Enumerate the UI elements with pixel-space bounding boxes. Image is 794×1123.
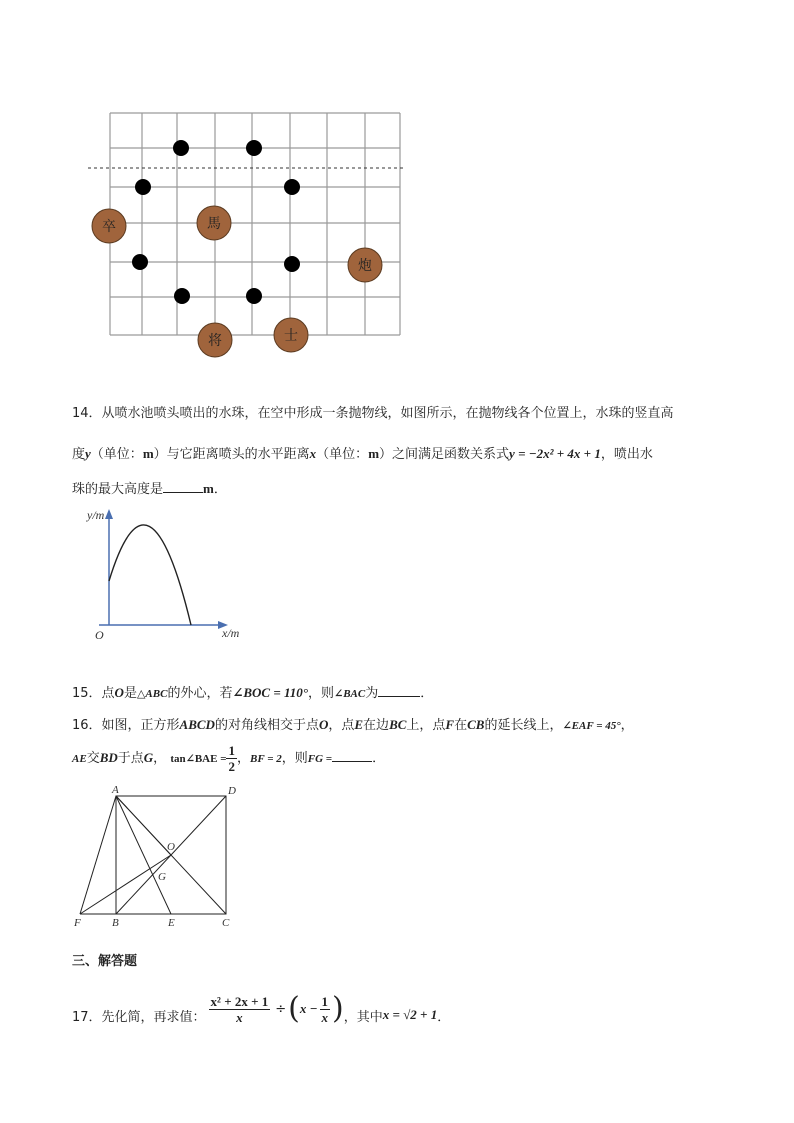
- stone: [135, 179, 151, 195]
- q16-line2: AE交BD于点G， tan∠BAE = $\frac{1}{2}$ ，BF = 2，则FG = ．: [72, 743, 386, 774]
- origin-label: O: [95, 628, 104, 642]
- piece-ma-label: 馬: [207, 216, 221, 232]
- piece-zu-label: 卒: [102, 219, 116, 235]
- section-title: 三、解答题: [72, 954, 138, 969]
- chess-board-figure: [80, 105, 420, 365]
- q15-line: 15．点O是△ABC的外心，若∠BOC = 110°，则∠BAC为 ．: [72, 685, 434, 701]
- answer-blank: [163, 480, 203, 493]
- label-B: B: [112, 917, 119, 929]
- q16-line1: 16．如图，正方形ABCD的对角线相交于点O，点E在边BC上，点F在CB的延长线上，∠EAF = 45°，: [72, 717, 634, 733]
- answer-blank: [332, 749, 372, 762]
- stone: [173, 140, 189, 156]
- label-G: G: [158, 871, 166, 883]
- stone: [246, 288, 262, 304]
- stone: [174, 288, 190, 304]
- parabola-graph: [85, 505, 255, 645]
- label-E: E: [168, 917, 175, 929]
- stone: [132, 254, 148, 270]
- stone: [246, 140, 262, 156]
- square-figure: [70, 784, 245, 929]
- label-C: C: [222, 917, 230, 929]
- label-D: D: [228, 785, 236, 797]
- q17-line: 17．先化简，再求值： $\frac{\text{x² + 2x + 1}}{x}$ ÷ ( x − $\frac{1}{x}$ ) ，其中 x = √2 + 1 ．: [72, 991, 451, 1026]
- piece-shi-label: 士: [284, 328, 298, 344]
- label-A: A: [112, 784, 119, 796]
- piece-jiang-label: 将: [208, 333, 222, 349]
- label-F: F: [74, 917, 81, 929]
- piece-pao-label: 炮: [358, 258, 372, 274]
- q14-line3: 珠的最大高度是 m．: [72, 481, 227, 497]
- q14-line2: 度y（单位：m）与它距离喷头的水平距离x（单位：m）之间满足函数关系式y = −2x² + 4x + 1，喷出水: [72, 446, 653, 462]
- q14-line1: 14．从喷水池喷头喷出的水珠，在空中形成一条抛物线，如图所示，在抛物线各个位置上，水珠的竖直高: [72, 406, 674, 421]
- answer-blank: [378, 684, 420, 697]
- x-axis-label: x/m: [222, 626, 240, 640]
- stone: [284, 179, 300, 195]
- stone: [284, 256, 300, 272]
- label-O: O: [167, 841, 175, 853]
- y-axis-label: y/m: [87, 508, 105, 522]
